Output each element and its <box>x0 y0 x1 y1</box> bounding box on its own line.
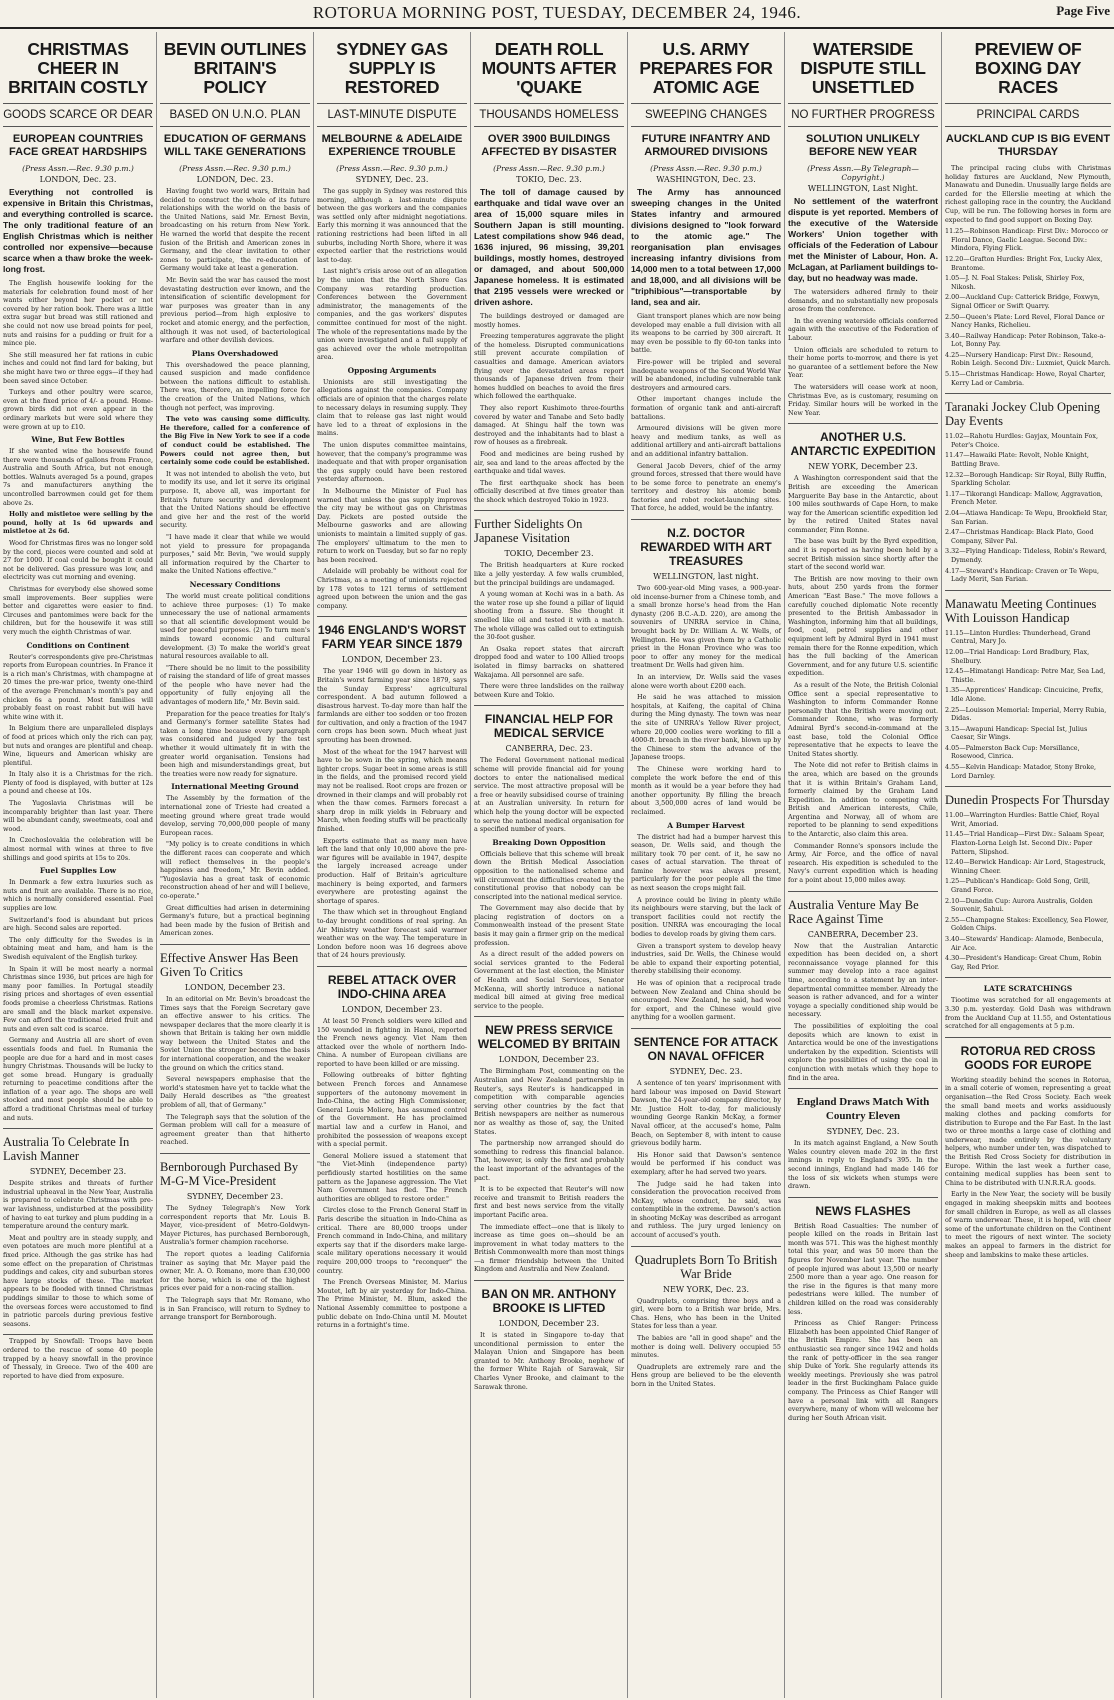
column-3 <box>314 32 471 1698</box>
paragraph: The possibilities of exploiting the coal deposits which are known to exist in Antarctica would be one of the investigations undertaken by the expedition. Scientists will explore the possibilities of using the coal in conjunction with metals which they hope to find in the area. <box>788 1021 938 1082</box>
story-australia-venture <box>788 891 938 1083</box>
columns <box>0 32 1114 1698</box>
paragraph: In the evening waterside officials conferred again with the executive of the Federation of Labour. <box>788 316 938 342</box>
subheadline: GOODS SCARCE OR DEAR <box>3 103 153 127</box>
paragraph: Princess as Chief Ranger: Princess Elizabeth has been appointed Chief Ranger of the British Empire. She has been an enthusiastic sea ranger since 1942 and holds the rank of petty-officer in the sea ranger ship Duke of York. She regularly attends its weekly meetings. Previously she was patrol leader in the first Buckingham Palace guide company. The Princess as Chief Ranger will have a personal link with all Rangers everywhere, many of whom will welcome her during her South African visit. <box>788 1319 938 1422</box>
story-times-editorial <box>160 944 310 1147</box>
story-headline: Australia To Celebrate In Lavish Manner <box>3 1135 130 1164</box>
paragraph: The gas supply in Sydney was restored this morning, although a last-minute dispute between the gas workers and the companies was settled only after midnight negotiations. Early this morning it was announced that the rationing restrictions had been lifted in all suburbs, including North Shore, where it was expected earlier that the restrictions would last to-day. <box>317 187 467 264</box>
paragraph: The Sydney Telegraph's New York correspondent reports that Mr. Louis B. Mayer, vice-president of Metro-Goldwyn-Mayer Pictures, has purchased Bernborough, Australia's former champion racehorse. <box>160 1204 310 1247</box>
paragraph: His Honor said that Dawson's sentence would be performed if his conduct was exemplary, after he had served two years. <box>631 1150 781 1176</box>
race-entry: 4.55—Kelvin Handicap: Matador, Stony Broke, Lord Darnley. <box>945 763 1097 780</box>
paragraph: Preparation for the peace treaties for Italy's and Germany's former satellite States had taken a long time because every paragraph was considered and judged by the test whether it would ultimately fit in with the greater world organisation. Tensions had been high and misunderstandings great, but the treaties were now ready for signature. <box>160 709 310 778</box>
column-6 <box>785 32 942 1698</box>
paragraph: Quadruplets, comprising three boys and a girl, were born to a British war bride, Mrs. Chas. Hens, who has been in the United States for less than a year. <box>631 1296 781 1331</box>
paragraph: It was not intended to abolish the veto, but to modify its use, and let it serve its original purpose. It, above all, was important for Britain's future security and development that the United Nations should be effective and give her and the rest of the world security. <box>160 469 310 530</box>
dateline: (Press Assn.—Rec. 9.30 p.m.) <box>179 164 291 173</box>
story-headline: NEWS FLASHES <box>815 1203 911 1218</box>
placeline: WELLINGTON, Last Night. <box>807 184 919 193</box>
column-7 <box>942 32 1114 1698</box>
race-entry: 2.10—Dunedin Cup: Aurora Australis, Golden Souvenir, Sahui. <box>945 896 1093 914</box>
crosshead: Breaking Down Opposition <box>492 837 606 847</box>
paragraph: "My policy is to create conditions in which the different races can cooperate and which will reflect themselves in the people's happiness and freedom," Mr. Bevin added. "Yugoslavia has a great task of economic reconstruction ahead of her and will I believe, co-operate." <box>160 840 310 900</box>
paragraph: Wood for Christmas fires was no longer sold by the cord, pieces were counted and sold at 27 for 1000. If coal could be bought it could not be delivered. Gas pressure was low, and electricity was cut morning and evening. <box>3 539 153 582</box>
headline: CHRISTMAS CHEER IN BRITAIN COSTLY <box>8 39 148 97</box>
paragraph: Germany and Austria all are short of even essentials foods and fuel. In Rumania the people are due for a hard and in most cases hungry Christmas. Thousands will be lucky to get some bread. Hungary is gradually returning to peacetime conditions after the inflation of a year ago. The shops are well stocked and most people should be able to afford a traditional Christmas meal of turkey and nuts. <box>3 1036 153 1122</box>
paragraph: The Federal Government national medical scheme will provide financial aid for young doctors to enter the nationalised medical service. The most attractive proposal will be a free or heavily subsidised course of training at an Australian university. In return for which help the young doctor will be expected to serve the national medical organisation for a specified number of years. <box>474 756 624 834</box>
placeline: TOKIO, Dec. 23. <box>516 175 582 184</box>
placeline: CANBERRA, Dec. 23. <box>505 744 593 754</box>
story-quadruplets <box>631 1246 781 1389</box>
subheadline: NO FURTHER PROGRESS <box>788 103 938 127</box>
placeline: SYDNEY, December 23. <box>186 1192 284 1201</box>
race-entry: 1.05—J. N. Foal Stakes: Pelisk, Shirley Fox, Nikosh. <box>945 274 1085 291</box>
crosshead: Plans Overshadowed <box>191 348 279 358</box>
paragraph: The watersiders adhered firmly to their demands, and no substantially new proposals arose from the conference. <box>788 288 938 314</box>
paragraph: Despite strikes and threats of further industrial upheaval in the New Year, Australia is prepared to celebrate Christmas with pre-war lavishness, undisturbed at the possibility of having to eat turkey and plum pudding in a temperature around the century mark. <box>3 1179 153 1231</box>
placeline: LONDON, December 23. <box>498 1055 600 1065</box>
placeline: LONDON, Dec. 23. <box>196 175 274 184</box>
paragraph: Tiootime was scratched for all engagements at 3.30 p.m. yesterday. Gold Dash was withdrawn from the Auckland Cup at 11.55, and Ostentatious scratched for all engagements at 5 p.m. <box>945 996 1111 1031</box>
paragraph: They also report Kushimoto three-fourths covered by water and Tanabe and Seto badly damaged. At Shingu half the town was destroyed and the inhabitants had to blast a row of houses as a firebreak. <box>474 403 624 447</box>
race-entry: 2.55—Champagne Stakes: Excellency, Sea Flower, Golden Chips. <box>945 915 1109 933</box>
story-headline: Further Sidelights On Japanese Visitation <box>474 517 583 546</box>
paragraph: Giant transport planes which are now being developed may enable a full division with all its weapons to be carried by 300 aircraft. It may even be possible to fly 60-ton tanks into battle. <box>631 312 781 355</box>
paragraph: In Spain it will be most nearly a normal Christmas since 1936, but prices are high for many poor families. In Portugal steadily rising prices and shortages of even essential foods promise a cheerless Christmas. Rations are small and the black market expensive. Few can afford the traditional dried fruit and nuts and even salt cod is scarce. <box>3 964 153 1033</box>
race-entry: 1.17—Tikorangi Handicap: Mallow, Aggravation, French Meter. <box>945 489 1103 507</box>
story-japan-sidelights <box>474 510 624 699</box>
paragraph: The Government may also decide that by placing registration of doctors on a Commonwealth instead of the present State basis it may gain a firmer grip on the medical profession. <box>474 904 624 947</box>
paragraph: The Assembly by the formation of the international zone of Trieste had created a meeting ground where great trade would develop, serving 70,000,000 people of many European races. <box>160 794 310 837</box>
paragraph: "There should be no limit to the possibility of raising the standard of life of great masses of the people who have never had the opportunity of fully enjoying all the advantages of modern life," Mr. Bevin said. <box>160 663 310 707</box>
headline: DEATH ROLL MOUNTS AFTER 'QUAKE <box>481 39 617 97</box>
paragraph: Officials believe that this scheme will break down the British Medical Association opposition to the nationalised scheme and will circumvent the difficulties created by the constitutional proviso that nobody can be conscripted into the national medical service. <box>474 849 624 901</box>
race-entry: 12.32—Borough Handicap: Sir Royal, Billy Ruffin, Sparkling Scholar. <box>945 470 1107 488</box>
column-5 <box>628 32 785 1698</box>
column-2 <box>157 32 314 1698</box>
story-headline: BAN ON MR. ANTHONY BROOKE IS LIFTED <box>481 1287 617 1316</box>
story-press-service <box>474 1016 624 1274</box>
story-headline: Quadruplets Born To British War Bride <box>634 1252 778 1281</box>
paragraph: "I have made it clear that while we would not yield to pressure for propaganda purposes," said Mr. Bevin, "we would supply all information required by the Charter to make the United Nations effective." <box>160 532 310 576</box>
race-entry: 4.30—President's Handicap: Great Chum, Robin Gay, Red Prior. <box>945 954 1102 971</box>
story-headline: NEW PRESS SERVICE WELCOMED BY BRITAIN <box>477 1023 621 1052</box>
race-entry: 3.40—Railway Handicap: Peter Robinson, Take-a-Lot, Bonny Pay. <box>945 331 1106 349</box>
story-headline: Taranaki Jockey Club Opening Day Events <box>945 400 1100 429</box>
story-headline: Dunedin Prospects For Thursday <box>945 793 1110 808</box>
race-entry: 11.00—Warrington Hurdles: Battle Chief, Royal Writ, Amoriad. <box>945 811 1100 828</box>
story-trapped <box>3 1334 153 1380</box>
race-entry: 2.25—Louisson Memorial: Imperial, Merry Rubia, Didas. <box>945 705 1107 723</box>
paragraph: Armoured divisions will be given more heavy and medium tanks, as well as additional artillery and anti-aircraft battalions and an additional infantry battalion. <box>631 424 781 458</box>
headline: PREVIEW OF BOXING DAY RACES <box>974 39 1082 97</box>
paragraph: The watersiders will cease work at noon, Christmas Eve, as is customary, resuming on Friday. Similar hours will be worked in the New Year. <box>788 382 938 417</box>
deck: AUCKLAND CUP IS BIG EVENT THURSDAY <box>945 133 1111 158</box>
column-1 <box>0 32 157 1698</box>
deck: FUTURE INFANTRY AND ARMOURED DIVISIONS <box>641 133 771 158</box>
race-entry: 2.04—Atiawa Handicap: Te Wepu, Brookfield Star, San Farian. <box>945 509 1108 526</box>
race-entry: 5.15—Christmas Handicap: Howe, Royal Charter, Kerry Lad or Cambria. <box>945 370 1106 387</box>
lead-paragraph: Everything not controlled is expensive in Britain this Christmas, and everything controlled is scarce. The only traditional feature of an English Christmas which is neither controlled nor expensive—because scarce when a thaw broke the week-long frost. <box>3 187 153 274</box>
paragraph: A young woman at Kochi was in a bath. As the water rose up she found a pillar of liquid shooting from a fissure. She thought it smelled like oil and tested it with a match. The whole village was called out to extinguish the 30-foot gusher. <box>474 590 624 642</box>
subheadline: SWEEPING CHANGES <box>631 103 781 127</box>
paragraph: Unionists are still investigating the allegations against the companies. Company officials are of opinion that the charges relate to necessary delays in resuming supply. They claim that to release gas last night would have led to a threat of explosions in the mains. <box>317 377 467 438</box>
placeline: SYDNEY, Dec. 23. <box>355 175 429 184</box>
story-headline: SENTENCE FOR ATTACK ON NAVAL OFFICER <box>633 1034 779 1063</box>
paragraph: It is stated in Singapore to-day that unconditional permission to enter the Malayan Union and Singapore has been granted to Mr. Anthony Brooke, nephew of the former White Rajah of Sarawak, Sir Charles Vyner Brooke, and claimant to the Sarawak throne. <box>474 1331 624 1391</box>
race-list-auckland <box>945 227 1111 387</box>
deck: EUROPEAN COUNTRIES FACE GREAT HARDSHIPS <box>9 133 147 158</box>
placeline: TOKIO, December 23. <box>504 549 594 559</box>
paragraph: A sentence of ten years' imprisonment with hard labour was imposed on David Stewart Dawson, the 24-year-old company director, by Mr. Justice Holt to-day, for maliciously wounding George Rankin McKay, a former Naval officer, at the accused's home, Palm Beach, on September 8, with intent to cause grievous bodily harm. <box>631 1078 781 1148</box>
story-headline: Effective Answer Has Been Given To Critics <box>160 950 299 979</box>
paragraph: Turkeys and other poultry were scarce, even at the fixed price of 4/- a pound. Home-grown birds did not even appear in the ordinary markets but were sold where they were grown at up to £10. <box>3 388 153 431</box>
paragraph: The Telegraph says that Mr. Romano, who is in San Francisco, will return to Sydney to arrange transport for Bernborough. <box>160 1295 310 1322</box>
paragraph: This overshadowed the peace planning, caused suspicion and made confidence between the nations difficult to establish. There was, therefore, an impelling force for the creation of the United Nations, which though not perfect, was improving. <box>160 360 310 412</box>
column-4 <box>471 32 628 1698</box>
placeline: SYDNEY, December 23. <box>29 1167 127 1177</box>
paragraph: She still measured her fat rations in cubic inches and could not find lard for baking, but she might have two or three eggs—if they had been saved since October. <box>3 350 153 385</box>
paragraph: He said he was attached to mission hospitals, at Kaifeng, the capital of China during the Ming dynasty. The town was near the site of UNRRA's Yellow River project, where 20,000 coolies were working to fill a 4000-ft. breach in the river bank, blown up by the Chinese to stem the advance of the Japanese troops. <box>631 693 781 762</box>
paragraph: As a direct result of the added powers on social services granted to the Federal Government at the last election, the Minister of Health and Social Services, Senator McKenna, will shortly introduce a national medical bill aimed at giving free medical service to the people. <box>474 950 624 1010</box>
paragraph: Food and medicines are being rushed by air, sea and land to the areas affected by the earthquake and tidal waves. <box>474 449 624 476</box>
subheadline: LAST-MINUTE DISPUTE <box>317 103 467 127</box>
dateline: (Press Assn.—Rec. 9.30 p.m.) <box>650 164 762 173</box>
paragraph: British Road Casualties: The number of people killed on the roads in Britain last month was 571. This was the highest monthly total this year, and was 50 more than the figures for November last year. The number of people injured was about 13,500 or nearly 2500 more than a year ago. One reason for the rise in the figures is that many more pedestrians were killed. The number of children killed on the road was considerably less. <box>788 1221 938 1316</box>
paragraph: Great difficulties had arisen in determining Germany's future, but a practical beginning had been made by the fusion of British and American zones. <box>160 903 310 938</box>
paragraph: The only difficulty for the Swedes is in obtaining meat and ham, and ham is the Swedish equivalent of the English turkey. <box>3 935 153 961</box>
paragraph: General Jacob Devers, chief of the army ground forces, stressed that there would have to be some force to penetrate an enemy's territory and destroy his atomic bomb factories and robot rocket-launching sites. That force, he added, would be the infantry. <box>631 461 781 513</box>
paragraph: Given a transport system to develop heavy industries, said Dr. Wells, the Chinese would be able to expand their exporting potential, thereby stabilising their economy. <box>631 941 781 976</box>
paragraph: The British are now moving to their own huts, about 250 yards from the former American "East Base." The move follows a carefully couched diplomatic Note recently presented to the British Ambassador in Washington, informing him that all buildings, food, coal, petrol supplies and other equipment left by Admiral Byrd in 1941 must remain there for the Ronne expedition, which has the full backing of the American Government, and for any future U.S. scientific expedition. <box>788 574 938 678</box>
paragraph: In its match against England, a New South Wales country eleven made 202 in the first innings in reply to England's 395. In the second innings, England had made 146 for the loss of six wickets when stumps were drawn. <box>788 1139 938 1191</box>
paragraph: The principal racing clubs with Christmas holiday fixtures are Auckland, New Plymouth, Manawatu and Dunedin. Unusually large fields are carded for the Ellerslie meeting at which the richest galloping race in the country, the Auckland Cup, will be run. The following horses in form are expected to find good support on Boxing Day. <box>945 164 1111 224</box>
dateline: (Press Assn.—Rec. 9.30 p.m.) <box>336 164 448 173</box>
paragraph: The world must create political conditions to achieve three purposes: (1) To make unnecessary the use of national armaments so that all scientific development would be used for peaceful purposes. (2) To turn men's minds toward economic and cultural development. (3) To make the world's great natural resources available to all. <box>160 591 310 661</box>
placeline: NEW YORK, Dec. 23. <box>663 1284 749 1294</box>
paragraph: The Note did not refer to British claims in the area, which are based on the grounds that it is within Britain's Graham Land, formerly claimed by the Graham Land Expedition. In addition to competing with British and American interests, Chile, Argentina and Norway, all of whom are reported to be planning to send expeditions to the Antarctic, also claim this area. <box>788 761 938 839</box>
paragraph: The partnership now arranged should do something to redress this financial balance. That, however, is only the first and probably the least important of the advantages of the pact. <box>474 1139 624 1182</box>
paragraph: Trapped by Snowfall: Troops have been ordered to the rescue of some 40 people trapped by a heavy snowfall in the province of Thessaly, in Greece. Two of the 400 are reported to have died from exposure. <box>3 1337 153 1380</box>
race-entry: 11.25—Robinson Handicap: First Div.: Morocco or Floral Dance, Gaelic League. Second Div.: Mindora, Flying Flick. <box>945 227 1109 253</box>
paragraph: Mr. Bevin said the war has caused the most devastating destruction ever known, and the intensification of scientific development for war purposes was greater than in any previous period—from high explosive to rocket and atomic energy, and the perfection, although it was not used, of bacteriological warfare and other devilish devices. <box>160 275 310 345</box>
story-nz-doctor <box>631 519 781 1022</box>
story-news-flashes <box>788 1197 938 1423</box>
paragraph: Quadruplets are extremely rare and the Hens group are believed to be the eleventh born in the United States. <box>631 1362 781 1388</box>
paragraph: The French Overseas Minister, M. Marius Moutet, left by air yesterday for Indo-China. The Prime Minister, M. Blum, asked the National Assembly committee to postpone a public debate on Indo-China until M. Moutet returns in a fortnight's time. <box>317 1278 467 1330</box>
story-brooke <box>474 1280 624 1391</box>
deck: OVER 3900 BUILDINGS AFFECTED BY DISASTER <box>481 133 617 158</box>
paragraph: If she wanted wine the housewife found there were thousands of gallons from France, Australia and South Africa, but not enough bottles. Walnuts averaged 5s a pound, grapes 7s and manufacturers anything the uncontrolled barrowmen could get for them above 2s. <box>3 447 153 507</box>
crosshead: International Meeting Ground <box>171 782 299 792</box>
crosshead: Conditions on Continent <box>26 640 130 650</box>
race-entry: 1.35—Apprentices' Handicap: Cincuicine, Prefix, Idle Alone. <box>945 686 1104 703</box>
dateline: (Press Assn.—By Telegraph—Copyright.) <box>807 164 919 182</box>
paragraph: Freezing temperatures aggravate the plight of the homeless. Disrupted communications still prevent accurate compilation of casualties and damage. American aviators flying over the devastated areas report thousands of Japanese driven from their homes huddled on beaches to avoid the fires which followed the earthquake. <box>474 332 624 401</box>
story-headline: REBEL ATTACK OVER INDO-CHINA AREA <box>327 972 457 1001</box>
race-entry: 1.25—Publican's Handicap: Gold Song, Grill, Grand Force. <box>945 877 1091 894</box>
placeline: LONDON, December 23. <box>498 1319 600 1329</box>
paragraph: The base was built by the Byrd expedition, and it is reported as having been held by a secret British mission since shortly after the start of the second world war. <box>788 537 938 572</box>
race-entry: 11.45—Trial Handicap—First Div.: Salaam Spear, Flaxton-Lorna Leigh Ist. Second Div.: Paper Pattern, Slipshod. <box>945 830 1105 856</box>
placeline: LONDON, December 23. <box>341 655 443 665</box>
story-dunedin <box>945 786 1111 971</box>
paragraph: Last night's crisis arose out of an allegation by the union that the North Shore Gas Company was retarding production. Conferences between the Government administrator, the managements of the companies, and the gas workers' disputes committee continued for most of the night. The whole of the representations made by the union were investigated and a full supply of gas achieved over the whole metropolitan area. <box>317 267 467 362</box>
paragraph: Adelaide will probably be without coal for Christmas, as a meeting of unionists rejected by 178 votes to 121 terms of settlement agreed upon between the union and the gas company. <box>317 567 467 610</box>
dateline: (Press Assn.—Rec. 9.30 p.m.) <box>493 164 605 173</box>
story-headline: ANOTHER U.S. ANTARCTIC EXPEDITION <box>790 430 936 459</box>
paragraph: The Chinese were working hard to complete the work before the end of this month as it would be a year before they had another opportunity. By filling the breach about 3,500,000 acres of land would be reclaimed. <box>631 764 781 816</box>
deck: MELBOURNE & ADELAIDE EXPERIENCE TROUBLE <box>321 133 463 158</box>
story-australia <box>3 1128 153 1328</box>
paragraph: The report quotes a leading California trainer as saying that Mr. Mayer paid the owner, Mr. A. O. Romano, more than £30,000 for the horse, which is one of the highest prices ever paid for a non-racing stallion. <box>160 1249 310 1293</box>
crosshead: Necessary Conditions <box>189 579 281 589</box>
story-red-cross <box>945 1037 1111 1259</box>
race-entry: 12.20—Grafton Hurdles: Bright Fox, Lucky Alex, Brantome. <box>945 254 1103 272</box>
race-entry: 12.45—Himatangi Handicap: Petre Mar, Sea Lad, Thistle. <box>945 667 1106 684</box>
paragraph: Now that the Australian Antarctic expedition has been decided on, a short reconnaissance voyage planned for this summer may develop into a race against time, according to a statement by an inter-departmental committee member. Already the season is rather advanced, and for a winter voyage a specially conditioned ship would be necessary. <box>788 941 938 1019</box>
paragraph: Fire-power will be tripled and several inadequate weapons of the Second World War will be abandoned, including vulnerable tank destroyers and armoured cars. <box>631 357 781 392</box>
paragraph: Following outbreaks of bitter fighting between French forces and Annamese supporters of the autonomy movement in Indo-China, the acting High Commissioner, General Louis Moliere, has assumed control of the Government. He has proclaimed martial law and a curfew in Hanoi, and prohibited the possession of weapons except with a special permit. <box>317 1071 467 1149</box>
placeline: SYDNEY, Dec. 23. <box>669 1066 743 1076</box>
story-bernborough <box>160 1153 310 1322</box>
paragraph: The first earthquake shock has been officially described at five times greater than the shock which destroyed Tokio in 1923. <box>474 478 624 504</box>
masthead <box>0 0 1114 30</box>
paragraph: Union officials are scheduled to return to their home ports to-morrow, and there is yet no guarantee of a settlement before the New Year. <box>788 345 938 380</box>
paragraph: The Birmingham Post, commenting on the Australian and New Zealand partnership in Reuter's, says Reuter's is handicapped in competition with comparable agencies serving other countries by the fact that British newspapers are neither as numerous nor as wealthy as those of, say, the United States. <box>474 1067 624 1136</box>
dateline: (Press Assn.—Rec. 9.30 p.m.) <box>22 164 134 173</box>
story-scratchings <box>945 977 1111 1030</box>
paragraph: In Belgium there are unparalleled displays of food at prices which only the rich can pay, but nuts and oranges are plentiful and cheap. Wine, liqueurs and American whisky are plentiful. <box>3 724 153 767</box>
placeline: WELLINGTON, last night. <box>653 572 759 582</box>
story-headline: ROTORUA RED CROSS GOODS FOR EUROPE <box>960 1043 1096 1072</box>
paragraph: Working steadily behind the scenes in Rotorua, in a small coterie of women, representing a great organisation—the Red Cross Society. Each week the small band meets and works assiduously making clothes and packing comforts for distribution to Europe and the Far East. In the last two or three months a large case of clothing and underwear, made entirely by the voluntary helpers, who number under ten, was dispatched to the British Red Cross Society for distribution in Europe. Within the last week a further case, containing medical supplies has been sent to China to be distributed with U.N.R.R.A. goods. <box>945 1075 1111 1187</box>
race-entry: 11.47—Hawaiki Plate: Revolt, Noble Knight, Battling Brave. <box>945 451 1089 469</box>
subheadline: THOUSANDS HOMELESS <box>474 103 624 127</box>
paragraph: Most of the wheat for the 1947 harvest will have to be sown in the spring, which means lighter crops. Sugar beet in some areas is still in the fields, and the promised record yield may not be realised. Root crops are frozen or drowned in their clamps and will probably rot when the thaw comes. Farmers forecast a sharp drop in milk yields in February and March, when feeding stuffs will be practically finished. <box>317 747 467 833</box>
paragraph: The veto was causing some difficulty. He therefore, called for a conference of the Big Five in New York to see if a code of conduct could be established. The Powers could not agree then, but certainly some code could be established. <box>160 415 310 467</box>
paragraph: Commander Ronne's sponsors include the Army, Air Force, and the office of naval research. His expedition is scheduled to the Navy's current expedition which is heading for a point about 15,000 miles away. <box>788 841 938 885</box>
story-farm-year <box>317 616 467 960</box>
story-medical-service <box>474 705 624 1010</box>
paragraph: The immediate effect—one that is likely to increase as time goes on—should be an improvement in what today matters to the British Commonwealth more than most things—a firmer friendship between the United Kingdom and Australia and New Zealand. <box>474 1222 624 1274</box>
paragraph: In Melbourne the Minister of Fuel has warned that unless the gas supply improves the city may be without gas on Christmas Day. Pickets are posted outside the Melbourne gasworks and are allowing unionists to maintain a limited supply of gas. The employers' ultimatum to the men to return to work on Tuesday, but so far no reply has been received. <box>317 487 467 564</box>
race-entry: 4.05—Palmerston Back Cup: Mersillance, Rosewood, Cinrica. <box>945 743 1080 761</box>
paragraph: He was of opinion that a reciprocal trade between New Zealand and China should be encouraged. New Zealand, he said, had wool for export, and the Chinese would give anything for a woollen garment. <box>631 979 781 1022</box>
race-entry: 3.15—Awapuni Handicap: Special Ist, Julius Caesar, Sir Wings. <box>945 724 1088 742</box>
subheadline: PRINCIPAL CARDS <box>945 103 1111 127</box>
story-cricket <box>788 1088 938 1191</box>
placeline: LONDON, Dec. 23. <box>39 175 117 184</box>
newspaper-title: ROTORUA MORNING POST, TUESDAY, DECEMBER 24, 1946. <box>312 3 802 22</box>
deck: EDUCATION OF GERMANS WILL TAKE GENERATIONS <box>163 133 307 158</box>
headline: WATERSIDE DISPUTE STILL UNSETTLED <box>800 39 926 97</box>
paragraph: Two 600-year-old Ming vases, a 900-year-old incense-burner from a Chinese tomb, and a small bronze horse's head from the Han dynasty (206 B.C.-A.D. 220), are among the souvenirs of UNRRA service in China, brought back by Dr. William A. W. Wells, of Wellington. He was given them by a Catholic priest in the Honan Province who was too poor to offer any money for the medical treatment Dr. Wells had given him. <box>631 584 781 670</box>
paragraph: The buildings destroyed or damaged are mostly homes. <box>474 312 624 329</box>
story-headline: Manawatu Meeting Continues With Louisson Handicap <box>945 596 1097 625</box>
paragraph: Meat and poultry are in steady supply, and even potatoes are much more plentiful at a fixed price. Although the gas strike has had some effect on the preparation of Christmas puddings and cakes, city and suburban stores have large stocks of these. The market appears to be flooded with tinned Christmas puddings similar to those to which some of the overseas forces were accustomed to find in patriotic parcels during previous festive seasons. <box>3 1233 153 1328</box>
paragraph: The English housewife looking for the materials for celebration found most of her wants either beyond her pocket or not covered by her ration book. There was a little extra sugar but bread was still rationed and she could not now use bread points for peel, nuts and raisins for a pudding or fruit for a mince pie. <box>3 279 153 348</box>
story-manawatu <box>945 590 1111 781</box>
paragraph: At least 50 French soldiers were killed and 150 wounded in fighting in Hanoi, reported the French news agency. Viet Nam then attacked over the whole of northern Indo-China. A number of European civilians are reported to have been killed or are missing. <box>317 1016 467 1068</box>
story-antarctic <box>788 423 938 884</box>
paragraph: An Osaka report states that aircraft dropped food and water to 100 Allied troops isolated in flimsy barracks on shattered Wakajama. All personnel are safe. <box>474 644 624 679</box>
headline: BEVIN OUTLINES BRITAIN'S POLICY <box>163 39 307 97</box>
paragraph: Having fought two world wars, Britain had decided to construct the whole of its future relationships with the world on the basis of the United Nations, said Mr. Ernest Bevin, broadcasting on his return from New York. He warned the world that despite the recent fusion of the British and American zones in Germany, and the clear invitation to other zones to participate, the re-education of Germany would take at least a generation. <box>160 187 310 273</box>
story-headline: N.Z. DOCTOR REWARDED WITH ART TREASURES <box>640 526 772 569</box>
crosshead: A Bumper Harvest <box>667 820 745 830</box>
deck: SOLUTION UNLIKELY BEFORE NEW YEAR <box>806 133 920 158</box>
paragraph: The district had had a bumper harvest this season, Dr. Wells said, and though the military took 70 per cent. of it, he saw no cases of actual starvation. The threat of famine however was always present, particularly for the poor people all the time as next season the crops might fail. <box>631 832 781 893</box>
race-entry: 2.47—Christmas Handicap: Black Plato, Good Company, Silver Pal. <box>945 528 1094 545</box>
story-headline: England Draws Match With Country Eleven <box>796 1096 930 1123</box>
paragraph: The Telegraph says that the solution of the German problem will call for a measure of agreement greater than that hitherto reached. <box>160 1112 310 1147</box>
race-entry: 4.25—Nursery Handicap: First Div.: Resound, Robin Leigh. Second Div.: Luxmiet, Quick March. <box>945 350 1111 368</box>
placeline: WASHINGTON, Dec. 23. <box>656 175 756 184</box>
subheadline: BASED ON U.N.O. PLAN <box>160 103 310 127</box>
paragraph: Circles close to the French General Staff in Paris describe the situation in Indo-China as critical. There are 80,000 troops under French command in Indo-China, and military experts say that if the disorders make large-scale military operations necessary it would require 200,000 troops to "reconquer" the country. <box>317 1206 467 1275</box>
race-entry: 2.00—Auckland Cup: Catterick Bridge, Foxwyn, Signal Officer or Swift Quarry. <box>945 293 1100 310</box>
paragraph: The British headquarters at Kure rocked like a jelly yesterday. A few walls crumbled, but the principal buildings are undamaged. <box>474 561 624 587</box>
paragraph: Early in the New Year, the society will be busily engaged in making sheepskin mitts and bootees for small children in Europe, as well as all classes of warm underwear. These, it is hoped, will cheer some of the unfortunate children on the Continent to meet the rigours of next winter. The society makes an appeal to farmers in the district for sheep and lambskins to make these articles. <box>945 1190 1111 1259</box>
story-headline: 1946 ENGLAND'S WORST FARM YEAR SINCE 1879 <box>317 623 467 652</box>
story-taranaki <box>945 393 1111 584</box>
story-headline: Australia Venture May Be Race Against Time <box>788 897 919 926</box>
paragraph: There were three landslides on the railway between Kure and Tokio. <box>474 682 624 699</box>
placeline: NEW YORK, December 23. <box>808 462 918 472</box>
paragraph: The year 1946 will go down in history as Britain's worst farming year since 1879, says the Sunday Express' agricultural correspondent. A bad autumn followed a disastrous harvest. To-day more than half the farmlands are either too sodden or too frozen for cultivation, and only a fraction of the 1947 corn crops has been sown. Much wheat just sprouting has been drowned. <box>317 667 467 745</box>
lead-paragraph: No settlement of the waterfront dispute is yet reported. Members of the executive of the Waterside Workers' Union together with officials of the Federation of Labour met the Minister of Labour, Hon. A. McLagan, at Parliament buildings to-day, but no headway was made. <box>788 196 938 283</box>
paragraph: A Washington correspondent said that the British are exceeding the American Marguerite Bay base in the Antarctic, about 100 miles southwards of Cape Horn, to make way for the American scientific expedition led by the retired United States naval commander, Finn Ronne. <box>788 474 938 534</box>
placeline: LONDON, December 23. <box>341 1004 443 1014</box>
story-headline: Bernborough Purchased By M-G-M Vice-President <box>160 1160 299 1188</box>
race-entry: 2.50—Queen's Plate: Lord Revel, Floral Dance or Nancy Hanks, Richelieu. <box>945 312 1105 330</box>
race-entry: 12.40—Berwick Handicap: Air Lord, Stagestruck, Winning Cheer. <box>945 858 1106 875</box>
race-entry: 3.40—Stewards' Handicap: Alamode, Benbecula, Air Ace. <box>945 934 1104 952</box>
paragraph: The thaw which set in throughout England to-day brought conditions of real spring. An Air Ministry weather forecast said warmer weather was on the way. The temperature in London before noon was 16 degrees above that of 24 hours previously. <box>317 908 467 960</box>
race-entry: 12.00—Trial Handicap: Lord Bradbury, Flax, Shelbury. <box>945 647 1090 665</box>
paragraph: The Judge said he had taken into consideration the provocation received from McKay, whose conduct, he said, was contemptible in the extreme. Dawson's action in shooting McKay was described as arrogant and ruthless. The jury urged leniency on account of accused's youth. <box>631 1179 781 1240</box>
paragraph: Switzerland's food is abundant but prices are high. Second sales are reported. <box>3 915 153 933</box>
paragraph: A province could be living in plenty while its neighbours were starving, but the lack of transport facilities could not rectify the position. UNRRA was encouraging the local bodies to develop roads by giving them cars. <box>631 895 781 939</box>
paragraph: Christmas for everybody else showed some small improvements. Beer supplies were better and cigarettes were easier to find. Circuses and pantomimes were back for the children, but for the housewife it was still very much the eighth Christmas of war. <box>3 585 153 636</box>
paragraph: In Italy also it is a Christmas for the rich. Plenty of food is displayed, with butter at 12s a pound and cheese at 10s. <box>3 770 153 796</box>
placeline: LONDON, December 23. <box>184 982 286 992</box>
page-number: Page Five <box>1056 3 1110 18</box>
paragraph: In Czechoslovakia the celebration will be almost normal with wines at three to five shillings and good spirits at 15s to 20s. <box>3 836 153 862</box>
paragraph: In an interview, Dr. Wells said the vases alone were worth about £200 each. <box>631 673 781 690</box>
headline: SYDNEY GAS SUPPLY IS RESTORED <box>336 39 448 97</box>
placeline: CANBERRA, December 23. <box>807 929 919 939</box>
race-entry: 11.02—Rahotu Hurdles: Gayjax, Mountain Fox, Peter's Choice. <box>945 432 1099 449</box>
story-headline: LATE SCRATCHINGS <box>983 984 1073 994</box>
paragraph: As a result of the Note, the British Colonial Office sent a special representative to Washington to inform Commander Ronne personally that the British were moving out. Commander Ronne, who was formerly Admiral Byrd's second-in-command at the east base, told the Colonial Office representative that he expects to leave the United States shortly. <box>788 680 938 758</box>
race-entry: 4.17—Steward's Handicap: Craven or Te Wepu, Lady Merit, San Farian. <box>945 566 1100 584</box>
paragraph: Holly and mistletoe were selling by the pound, holly at 1s 6d upwards and mistletoe at 2s 6d. <box>3 510 153 536</box>
paragraph: Reuter's correspondents give pre-Christmas reports from European countries. In France it is a rich man's Christmas, with champagne at 20 times the pre-war price, twenty one-third of the average Frenchman's month's pay and chicken 6s a pound. Most families will probably feast on roast rabbit but will have white wine with it. <box>3 652 153 721</box>
race-entry: 3.32—Flying Handicap: Tideless, Robin's Reward, Dymendy. <box>945 547 1107 564</box>
story-indo-china <box>317 966 467 1330</box>
headline: U.S. ARMY PREPARES FOR ATOMIC AGE <box>639 39 773 97</box>
crosshead: Opposing Arguments <box>347 365 437 375</box>
placeline: SYDNEY, Dec. 23. <box>826 1127 900 1137</box>
paragraph: It is to be expected that Reuter's will now receive and transmit to British readers the first and best news service from the vitally important Pacific area. <box>474 1185 624 1219</box>
paragraph: The babies are "all in good shape" and the mother is doing well. Delivery occupied 55 minutes. <box>631 1334 781 1360</box>
paragraph: Several newspapers emphasise that the world's statesmen have yet to tackle what the Daily Herald describes as "the greatest problem of all, that of Germany." <box>160 1075 310 1110</box>
paragraph: The union disputes committee maintains, however, that the company's programme was inadequate and that with proper organisation the gas supply could have been restored yesterday afternoon. <box>317 441 467 484</box>
lead-paragraph: The Army has announced sweeping changes in the United States infantry and armoured divisions designed to "look forward to the atomic age." The reorganisation plan envisages increasing infantry divisions from 14,000 men to a total between 17,000 and 18,000, and all divisions will be "triphibious"—transportable by land, sea and air. <box>631 187 781 307</box>
crosshead: Fuel Supplies Low <box>39 866 117 876</box>
lead-paragraph: The toll of damage caused by earthquake and tidal wave over an area of 15,000 square miles in Southern Japan is still mounting. Latest compilations show 946 dead, 1636 injured, 96 missing, 39,201 buildings, mostly homes, destroyed or damaged, and about 500,000 Japanese homeless. It is estimated that 2195 vessels were wrecked or driven ashore. <box>474 187 624 307</box>
race-entry: 11.15—Linton Hurdles: Thunderhead, Grand Central, Mary Jo. <box>945 628 1091 646</box>
paragraph: General Moliere issued a statement that "the Viet-Minh (independence party) perfidiously started hostilities on the same pattern as the Japanese aggression. The Viet Nam Government has fled. The French authorities are obliged to restore order." <box>317 1151 467 1203</box>
crosshead: Wine, But Few Bottles <box>31 435 125 445</box>
story-naval-officer <box>631 1028 781 1240</box>
paragraph: Experts estimate that as many men have left the land that only 10,000 above the pre-war figures will be available in 1947, despite the largely increased acreage under production. Half of Britain's agriculture machinery is being exported, and farmers everywhere are protesting against the shortage of spares. <box>317 836 467 905</box>
masthead-rule <box>0 27 1114 29</box>
paragraph: In Denmark a few extra luxuries such as nuts and fruit are available. There is no rice, which is normally considered essential. Fuel supplies are low. <box>3 878 153 912</box>
paragraph: In an editorial on Mr. Bevin's broadcast the Times says that the Foreign Secretary gave an effective answer to his critics. The newspaper declares that the more clearly it is shown that Britain is taking her own middle way between the United States and the Soviet Union the stronger becomes the basis for international cooperation, and the weaker the ground on which the critics stand. <box>160 994 310 1072</box>
paragraph: The Yugoslavia Christmas will be incomparably brighter than last year. There will be abundant candy, sweetmeats, coal and wood. <box>3 799 153 833</box>
story-headline: FINANCIAL HELP FOR MEDICAL SERVICE <box>484 712 614 741</box>
paragraph: Other important changes include the formation of organic tank and anti-aircraft battalions. <box>631 395 781 421</box>
